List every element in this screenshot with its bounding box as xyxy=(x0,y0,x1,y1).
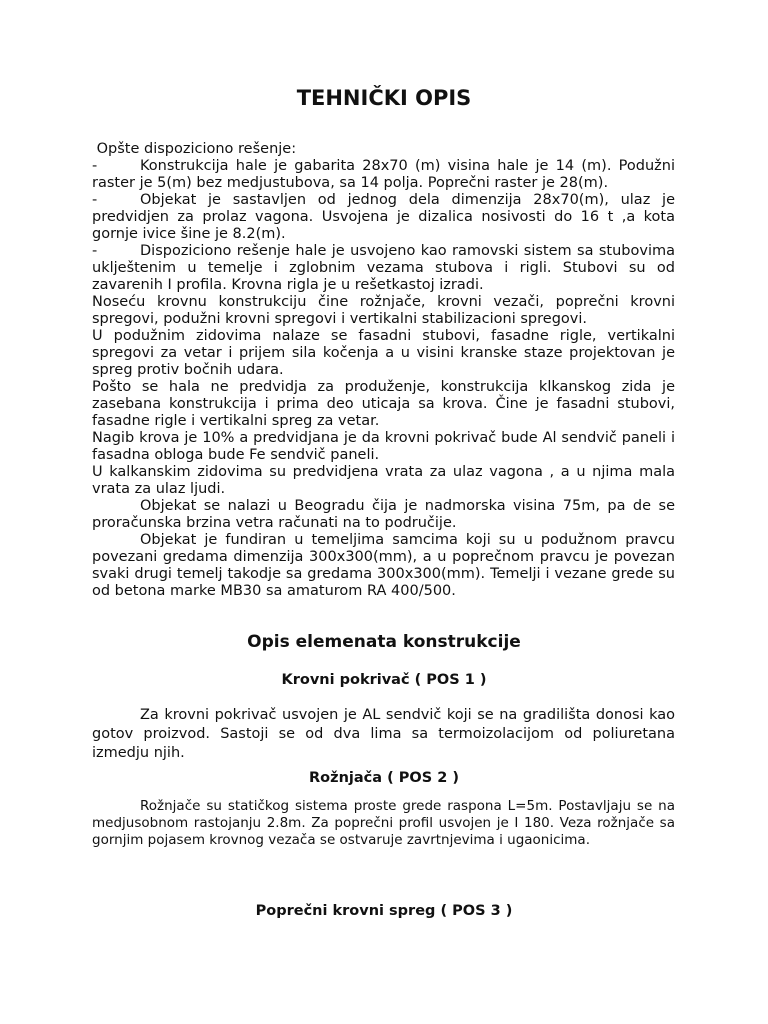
intro-heading: Opšte dispoziciono rešenje: xyxy=(96,141,297,157)
element-heading-pos2: Rožnjača ( POS 2 ) xyxy=(309,770,459,786)
document-title: TEHNIČKI OPIS xyxy=(296,86,472,110)
element-heading-pos3: Poprečni krovni spreg ( POS 3 ) xyxy=(255,903,513,919)
body-paragraph: Noseću krovnu konstrukciju čine rožnjače, krovni vezači, poprečni krovni spregovi, podužni krovni spregovi i vertikalni stabilizacioni spregovi. xyxy=(92,294,675,327)
bullet-item: - Objekat je sastavljen od jednog dela dimenzija 28x70(m), ulaz je predvidjen za prolaz vagona. Usvojena je dizalica nosivosti do 16 t ,a kota gornje ivice šine je 8.2(m). xyxy=(92,192,675,242)
body-paragraph: Nagib krova je 10% a predvidjana je da krovni pokrivač bude Al sendvič paneli i fasadna obloga bude Fe sendvič paneli. xyxy=(92,430,675,463)
intro-section xyxy=(92,141,675,600)
body-paragraph: U kalkanskim zidovima su predvidjena vrata za ulaz vagona , a u njima mala vrata za ulaz ljudi. xyxy=(92,464,675,497)
element-heading-pos1: Krovni pokrivač ( POS 1 ) xyxy=(281,672,487,688)
bullet-item: - Dispoziciono rešenje hale je usvojeno kao ramovski sistem sa stubovima uklještenim u temelje i zglobnim vezama stubova i rigli. Stubovi su od zavarenih I profila. Krovna rigla je u rešetkastoj izradi. xyxy=(92,243,675,293)
indented-paragraph: Objekat je fundiran u temeljima samcima koji su u podužnom pravcu povezani gredama dimenzija 300x300(mm), a u poprečnom pravcu je povezan svaki drugi temelj takodje sa gredama 300x300(mm). Temelji i vezane grede su od betona marke MB30 sa amaturom RA 400/500. xyxy=(92,532,675,599)
indented-paragraph: Objekat se nalazi u Beogradu čija je nadmorska visina 75m, pa de se proračunska brzina vetra računati na to područije. xyxy=(92,498,675,531)
element-text-pos2: Rožnjače su statičkog sistema proste grede raspona L=5m. Postavljaju se na medjusobnom rastojanju 2.8m. Za poprečni profil usvojen je I 180. Veza rožnjače sa gornjim pojasem krovnog vezača se ostvaruje zavrtnjevima i ugaonicima. xyxy=(92,798,675,848)
bullet-item: - Konstrukcija hale je gabarita 28x70 (m) visina hale je 14 (m). Podužni raster je 5(m) bez medjustubova, sa 14 polja. Poprečni raster je 28(m). xyxy=(92,158,675,191)
body-paragraph: U podužnim zidovima nalaze se fasadni stubovi, fasadne rigle, vertikalni spregovi za vetar i prijem sila kočenja a u visini kranske staze projektovan je spreg protiv bočnih udara. xyxy=(92,328,675,378)
elements-heading: Opis elemenata konstrukcije xyxy=(247,632,521,652)
element-text-pos1: Za krovni pokrivač usvojen je AL sendvič koji se na gradilišta donosi kao gotov proizvod. Sastoji se od dva lima sa termoizolacijom od poliuretana izmedju njih. xyxy=(92,707,675,761)
body-paragraph: Pošto se hala ne predvidja za produženje, konstrukcija klkanskog zida je zasebana konstrukcija i prima deo uticaja sa krova. Čine je fasadni stubovi, fasadne rigle i vertikalni spreg za vetar. xyxy=(92,379,675,429)
